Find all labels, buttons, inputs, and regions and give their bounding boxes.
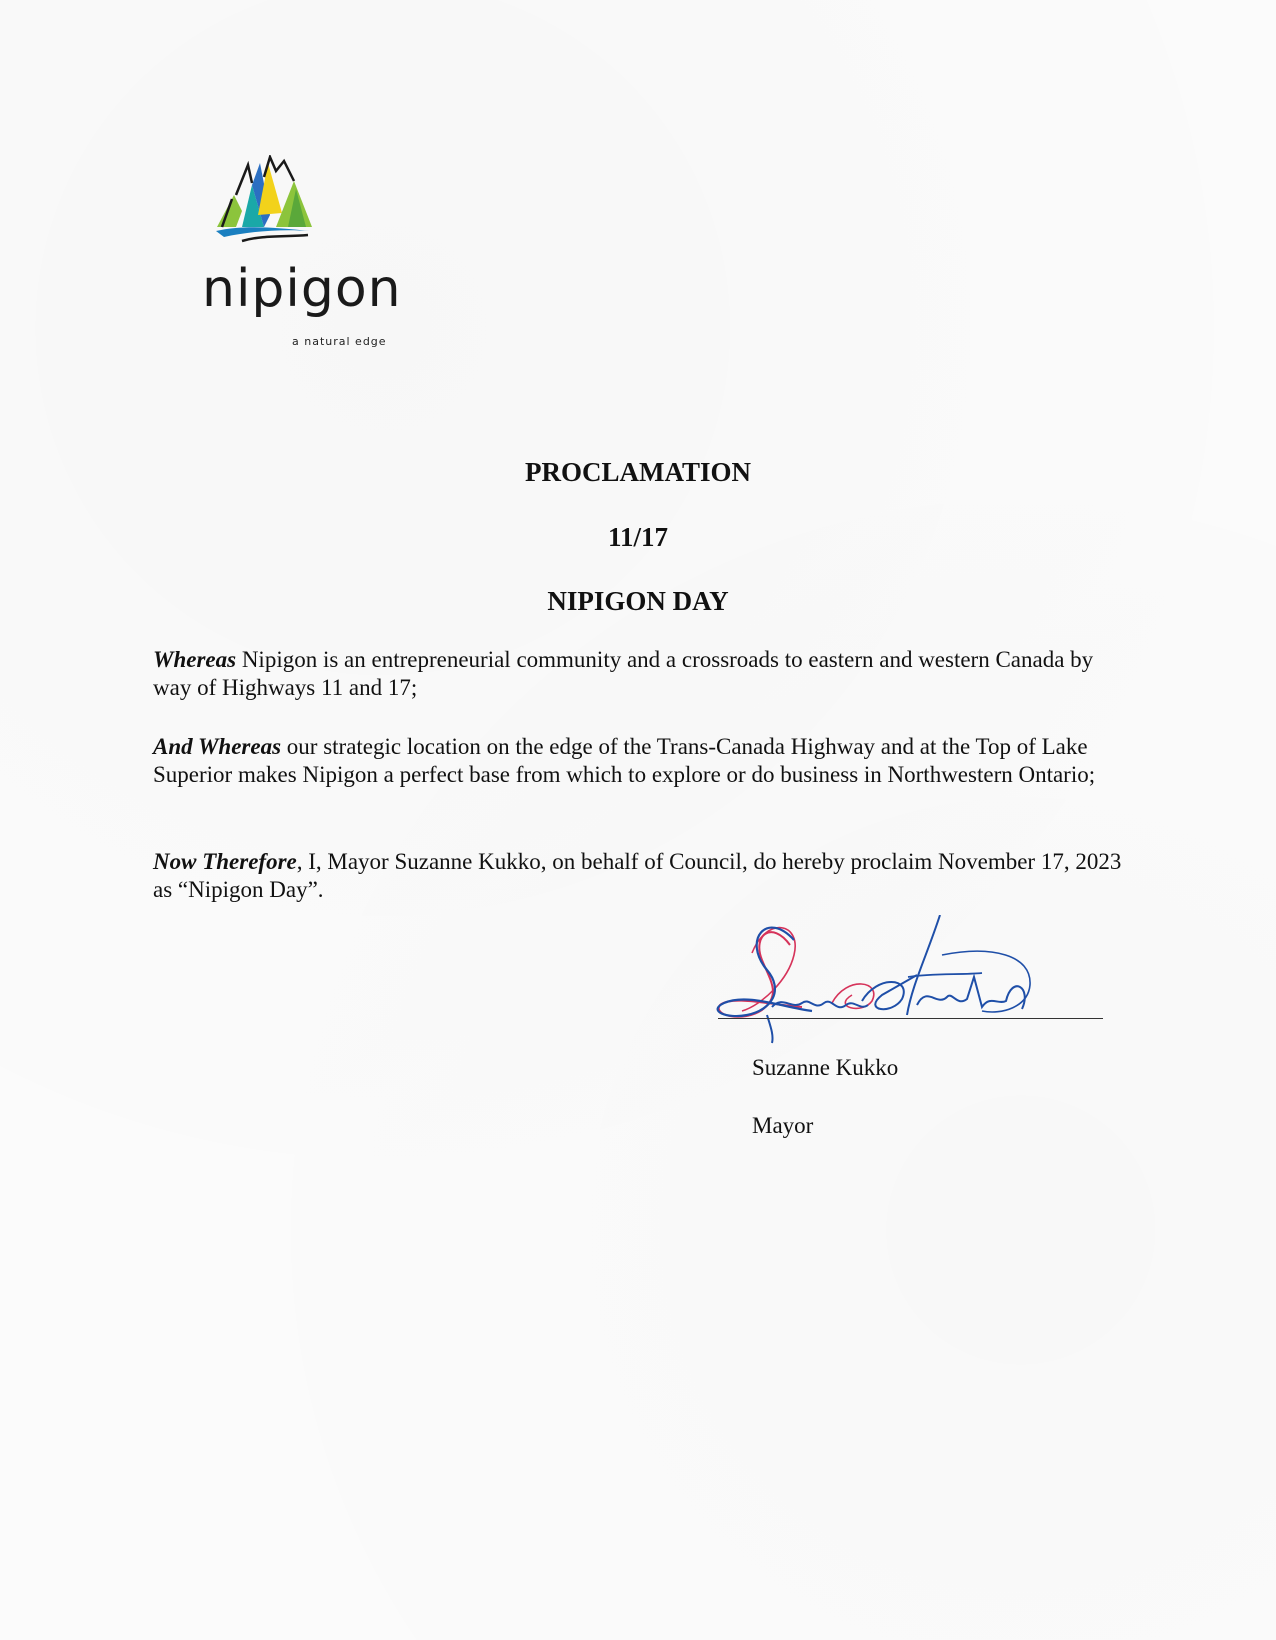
- paragraph-lead: Now Therefore: [153, 849, 297, 874]
- signature-line: [718, 1018, 1103, 1019]
- handwritten-signature: [712, 915, 1112, 1045]
- signer-title: Mayor: [752, 1113, 814, 1138]
- paragraph-lead: Whereas: [153, 647, 237, 672]
- now-therefore-paragraph: [153, 848, 1133, 904]
- document-title: PROCLAMATION: [525, 457, 751, 487]
- paragraph-text: our strategic location on the edge of the Trans-Canada Highway and at the Top of Lake Superior makes Nipigon a perfect base from which to explore or do business in Northwestern Ontario;: [153, 734, 1096, 787]
- whereas-paragraph: [153, 646, 1133, 702]
- logo-wordmark: nipigon: [202, 259, 402, 319]
- mountains-logo-icon: [212, 155, 322, 250]
- document-date: 11/17: [607, 522, 668, 552]
- document-subtitle: NIPIGON DAY: [547, 586, 729, 616]
- and-whereas-paragraph: [153, 733, 1133, 789]
- nipigon-logo: [200, 155, 430, 355]
- logo-tagline: a natural edge: [292, 335, 387, 348]
- paragraph-text: , I, Mayor Suzanne Kukko, on behalf of Council, do hereby proclaim November 17, 2023 as “Nipigon Day”.: [153, 849, 1122, 902]
- paragraph-lead: And Whereas: [153, 734, 282, 759]
- paragraph-text: Nipigon is an entrepreneurial community and a crossroads to eastern and western Canada by way of Highways 11 and 17;: [153, 647, 1094, 700]
- signer-name: Suzanne Kukko: [752, 1055, 899, 1080]
